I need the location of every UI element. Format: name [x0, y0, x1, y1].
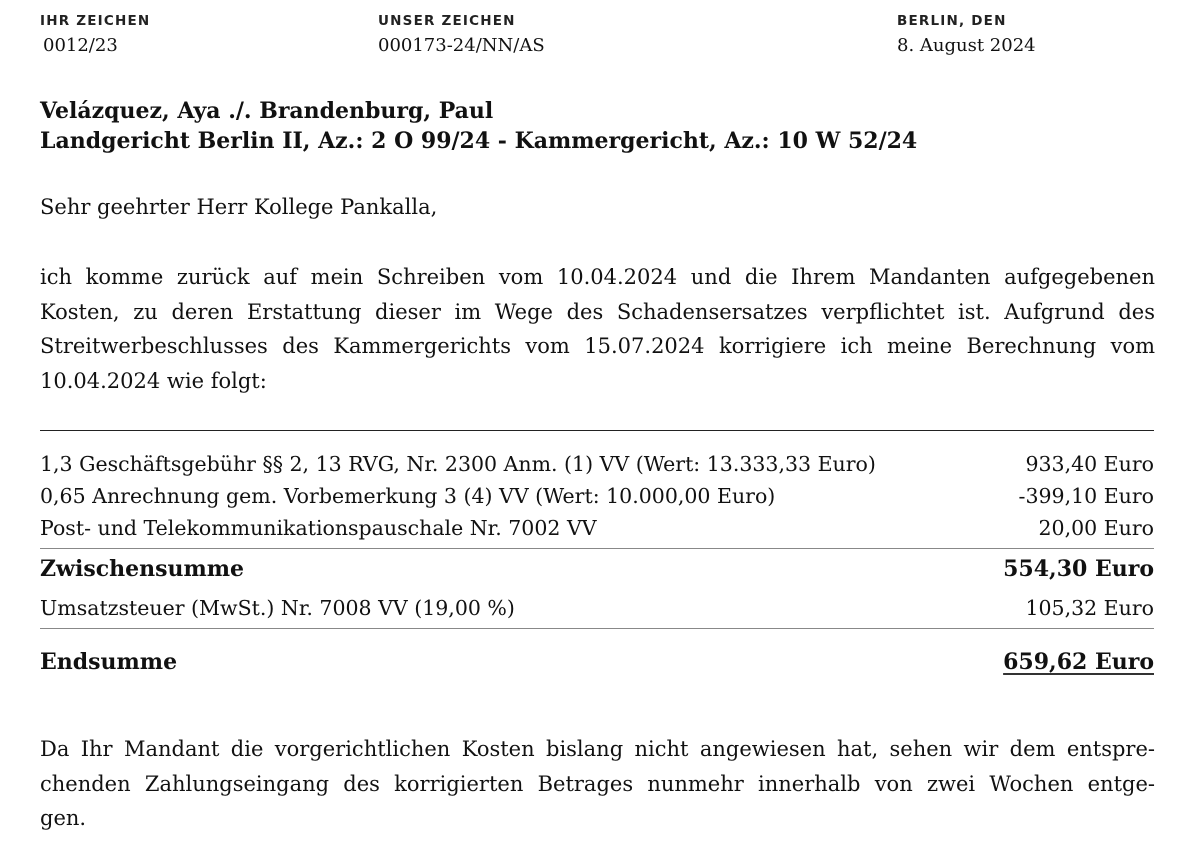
subtotal-divider: [40, 548, 1154, 549]
total-row: [40, 649, 1154, 675]
datum-value: 8. August 2024: [897, 35, 1036, 56]
cost-description: 1,3 Geschäftsgebühr §§ 2, 13 RVG, Nr. 2300 Anm. (1) VV (Wert: 13.333,33 Euro): [40, 452, 876, 476]
subject-parties: Velázquez, Aya ./. Brandenburg, Paul: [40, 98, 494, 124]
total-amount: 659,62 Euro: [1003, 649, 1154, 675]
cost-row: [40, 484, 1154, 508]
total-divider: [40, 628, 1154, 629]
tax-label: Umsatzsteuer (MwSt.) Nr. 7008 VV (19,00 %): [40, 596, 515, 620]
paragraph-line: 10.04.2024 wie folgt:: [40, 368, 267, 393]
cost-amount: -399,10 Euro: [1018, 484, 1154, 508]
subject-court-references: Landgericht Berlin II, Az.: 2 O 99/24 - Kammergericht, Az.: 10 W 52/24: [40, 128, 918, 154]
tax-amount: 105,32 Euro: [1025, 596, 1154, 620]
ihr-zeichen-value: 0012/23: [43, 35, 118, 56]
cost-row: [40, 452, 1154, 476]
unser-zeichen-block: [378, 12, 545, 59]
cost-description: Post- und Telekommunikationspauschale Nr. 7002 VV: [40, 516, 597, 540]
ort-label: BERLIN, DEN: [897, 13, 1007, 29]
cost-description: 0,65 Anrechnung gem. Vorbemerkung 3 (4) VV (Wert: 10.000,00 Euro): [40, 484, 776, 508]
cost-amount: 20,00 Euro: [1038, 516, 1154, 540]
paragraph-line: Da Ihr Mandant die vorgerichtlichen Kosten bislang nicht angewiesen hat, sehen wir dem entspre-: [40, 737, 1155, 761]
subtotal-row: [40, 556, 1154, 582]
unser-zeichen-value: 000173-24/NN/AS: [378, 35, 545, 56]
subtotal-label: Zwischensumme: [40, 556, 245, 582]
paragraph-line: gen.: [40, 806, 87, 830]
paragraph-line: Streitwerbeschlusses des Kammergerichts vom 15.07.2024 korrigiere ich meine Berechnung vom: [40, 334, 1155, 358]
cost-amount: 933,40 Euro: [1025, 452, 1154, 476]
paragraph-line: ich komme zurück auf mein Schreiben vom 10.04.2024 und die Ihrem Mandanten aufgegebenen: [40, 265, 1155, 289]
date-block: [897, 12, 1036, 59]
ihr-zeichen-label: IHR ZEICHEN: [40, 13, 151, 29]
cost-row: [40, 516, 1154, 540]
tax-row: [40, 596, 1154, 620]
ihr-zeichen-block: [40, 12, 150, 59]
subtotal-amount: 554,30 Euro: [1003, 556, 1154, 582]
subject: [40, 96, 917, 156]
paragraph-line: chenden Zahlungseingang des korrigierten Betrages nunmehr innerhalb von zwei Wochen entge-: [40, 771, 1155, 796]
intro-paragraph: [40, 260, 1155, 398]
closing-paragraph: [40, 732, 1155, 836]
table-top-divider: [40, 430, 1154, 431]
salutation: Sehr geehrter Herr Kollege Pankalla,: [40, 195, 438, 219]
total-label: Endsumme: [40, 649, 178, 675]
unser-zeichen-label: UNSER ZEICHEN: [378, 13, 516, 29]
paragraph-line: Kosten, zu deren Erstattung dieser im Wege des Schadensersatzes verpflichtet ist. Aufgrund des: [40, 299, 1155, 324]
